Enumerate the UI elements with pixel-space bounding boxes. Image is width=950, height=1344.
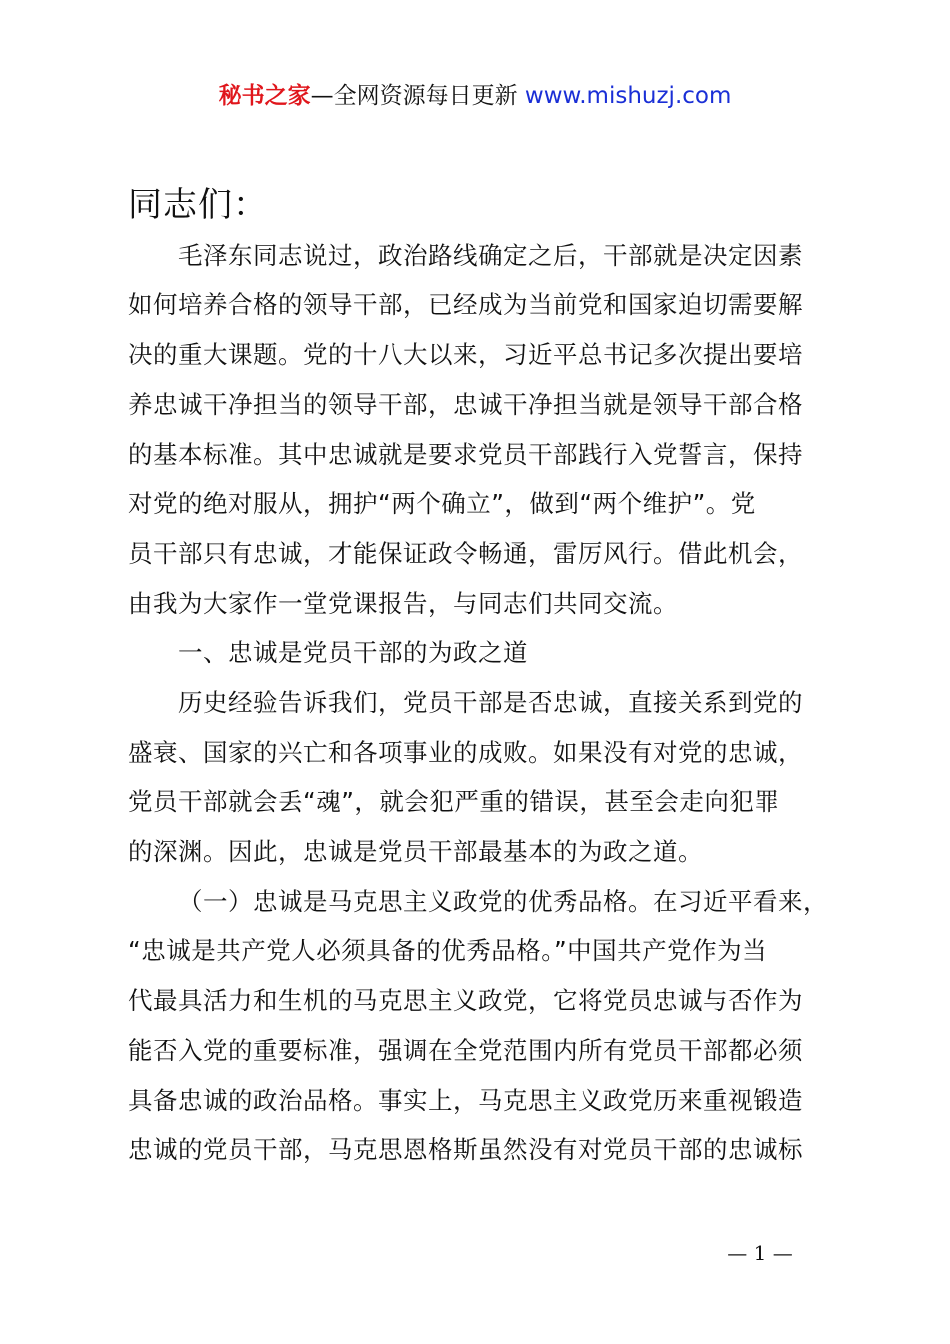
site-header [0,80,950,112]
text-line: 能否入党的重要标准，强调在全党范围内所有党员干部都必须 [128,1036,803,1065]
text-line: 员干部只有忠诚，才能保证政令畅通，雷厉风行。借此机会， [128,539,803,568]
page-number: — 1 — [727,1241,793,1265]
text-line: 如何培养合格的领导干部，已经成为当前党和国家迫切需要解 [128,290,803,319]
text-line: 的基本标准。其中忠诚就是要求党员干部践行入党誓言，保持 [128,440,803,469]
text-line: 历史经验告诉我们，党员干部是否忠诚，直接关系到党的 [178,688,803,717]
site-url-link[interactable]: www.mishuzj.com [524,83,732,109]
text-line: 毛泽东同志说过，政治路线确定之后，干部就是决定因素 [178,241,803,270]
text-line: 盛衰、国家的兴亡和各项事业的成败。如果没有对党的忠诚， [128,738,803,767]
text-line: 由我为大家作一堂党课报告，与同志们共同交流。 [128,589,678,618]
text-line: 党员干部就会丢“魂”，就会犯严重的错误，甚至会走向犯罪 [128,787,780,816]
text-line: 的深渊。因此，忠诚是党员干部最基本的为政之道。 [128,837,703,866]
header-tagline: —全网资源每日更新 [310,83,518,109]
greeting: 同志们： [128,185,268,225]
text-line: 代最具活力和生机的马克思主义政党，它将党员忠诚与否作为 [128,986,803,1015]
text-line: （一）忠诚是马克思主义政党的优秀品格。在习近平看来， [178,887,828,916]
brand-name: 秘书之家 [218,83,311,109]
section-heading: 一、忠诚是党员干部的为政之道 [178,638,528,667]
text-line: 决的重大课题。党的十八大以来，习近平总书记多次提出要培 [128,340,803,369]
text-line: 对党的绝对服从，拥护“两个确立”，做到“两个维护”。党 [128,489,756,518]
text-line: 忠诚的党员干部，马克思恩格斯虽然没有对党员干部的忠诚标 [128,1135,803,1164]
text-line: “忠诚是共产党人必须具备的优秀品格。”中国共产党作为当 [128,936,768,965]
text-line: 养忠诚干净担当的领导干部，忠诚干净担当就是领导干部合格 [128,390,803,419]
text-line: 具备忠诚的政治品格。事实上，马克思主义政党历来重视锻造 [128,1086,803,1115]
